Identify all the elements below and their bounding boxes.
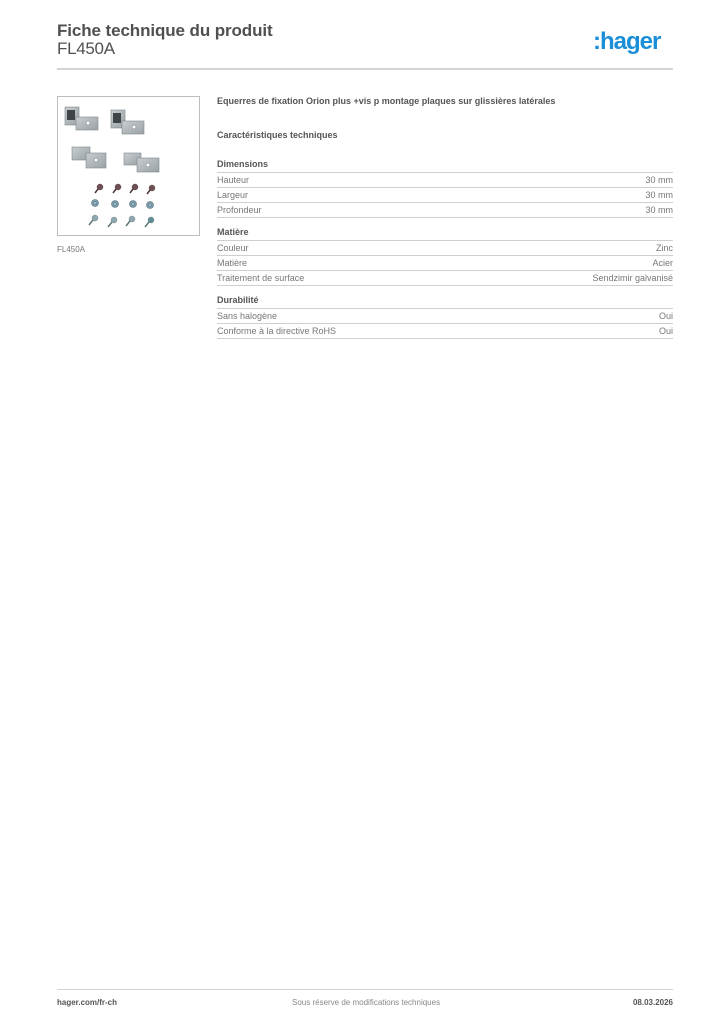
- spec-label: Profondeur: [217, 205, 262, 215]
- spec-row: [217, 256, 673, 271]
- group-durabilite: [217, 294, 673, 339]
- product-image: [57, 96, 200, 236]
- mounting-brackets-illustration: [58, 97, 199, 235]
- section-heading: Caractéristiques techniques: [217, 130, 338, 140]
- spec-value: 30 mm: [645, 205, 673, 215]
- spec-label: Conforme à la directive RoHS: [217, 326, 337, 336]
- spec-row: [217, 271, 673, 286]
- footer-date: 08.03.2026: [632, 998, 673, 1007]
- spec-label: Matière: [217, 258, 248, 268]
- spec-row: [217, 241, 673, 256]
- spec-row: [217, 203, 673, 218]
- spec-value: Acier: [652, 258, 673, 268]
- spec-value: Sendzimir galvanisé: [592, 273, 673, 283]
- spec-label: Couleur: [217, 243, 249, 253]
- spec-label: Largeur: [217, 190, 249, 200]
- footer-disclaimer: Sous réserve de modifications techniques: [292, 998, 441, 1007]
- product-details: [217, 96, 673, 347]
- spec-value: 30 mm: [645, 175, 673, 185]
- spec-label: Sans halogène: [217, 311, 278, 321]
- footer-website-link[interactable]: hager.com/fr-ch: [57, 998, 118, 1007]
- group-title: Matière: [217, 226, 673, 241]
- group-dimensions: [217, 158, 673, 218]
- header-divider: [57, 68, 673, 70]
- spec-value: 30 mm: [645, 190, 673, 200]
- image-caption: FL450A: [57, 245, 86, 254]
- group-title: Durabilité: [217, 294, 673, 309]
- group-title: Dimensions: [217, 158, 673, 173]
- spec-value: Zinc: [655, 243, 673, 253]
- group-matiere: [217, 226, 673, 286]
- product-reference: FL450A: [57, 39, 115, 58]
- spec-value: Oui: [658, 326, 673, 336]
- spec-row: [217, 324, 673, 339]
- spec-label: Traitement de surface: [217, 273, 305, 283]
- spec-row: [217, 309, 673, 324]
- spec-row: [217, 188, 673, 203]
- spec-row: [217, 173, 673, 188]
- product-description: Equerres de fixation Orion plus +vis p montage plaques sur glissières latérales: [217, 96, 556, 106]
- spec-value: Oui: [658, 311, 673, 321]
- spec-label: Hauteur: [217, 175, 250, 185]
- hager-logo: :hager: [593, 28, 661, 55]
- footer-divider: [57, 989, 673, 990]
- page-title: Fiche technique du produit: [57, 21, 273, 40]
